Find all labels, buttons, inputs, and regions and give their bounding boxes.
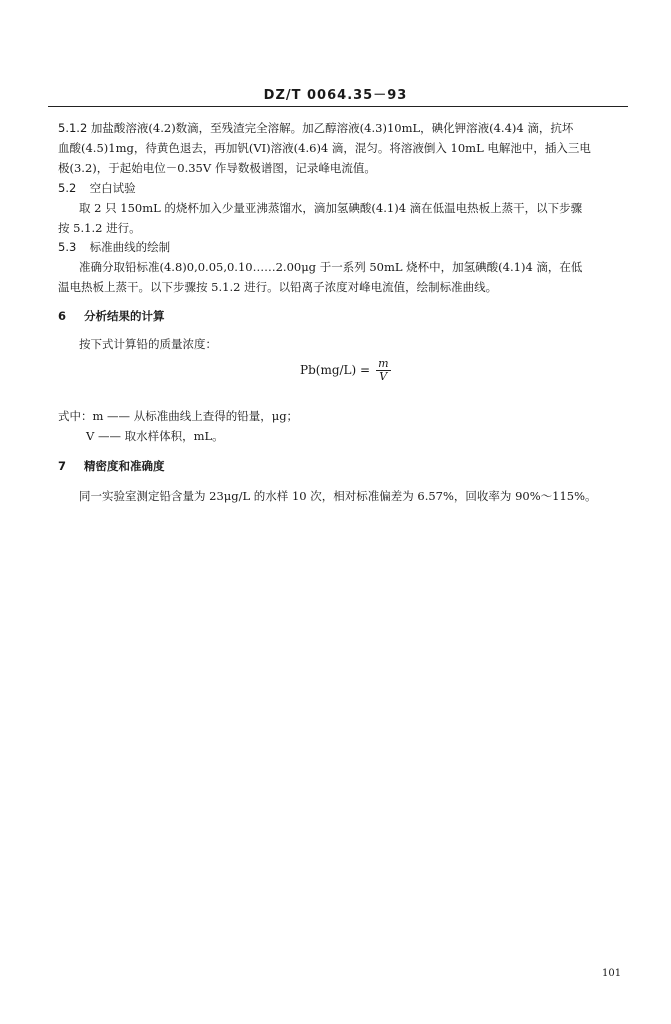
section-5-3-heading (58, 241, 638, 255)
paragraph-text: 加盐酸溶液(4.2)数滴，至残渣完全溶解。加乙醇溶液(4.3)10mL，碘化钾溶液(4.4)4 滴，抗坏 (90, 121, 574, 135)
section-5-1-2-line-3: 极(3.2)，于起始电位－0.35V 作导数极谱图，记录峰电流值。 (58, 161, 376, 175)
section-title: 分析结果的计算 (84, 309, 165, 323)
section-number: 5.2 (58, 181, 77, 195)
where-line-1: 式中：m —— 从标准曲线上查得的铅量，μg； (58, 409, 299, 423)
page-number: 101 (602, 968, 622, 979)
where-line-2: V —— 取水样体积，mL。 (86, 429, 224, 443)
section-5-1-2-line-2: 血酸(4.5)1mg，待黄色退去，再加钒(VI)溶液(4.6)4 滴，混匀。将溶液倒入 10mL 电解池中，插入三电 (58, 141, 591, 155)
section-title: 标准曲线的绘制 (89, 240, 171, 254)
formula-fraction (376, 358, 390, 382)
section-5-2-line-1: 取 2 只 150mL 的烧杯加入少量亚沸蒸馏水，滴加氢碘酸(4.1)4 滴在低温电热板上蒸干，以下步骤 (79, 201, 583, 215)
section-5-2-line-2: 按 5.1.2 进行。 (58, 221, 141, 235)
section-5-3-line-1: 准确分取铅标准(4.8)0,0.05,0.10……2.00μg 于一系列 50mL 烧杯中，加氢碘酸(4.1)4 滴，在低 (79, 260, 583, 274)
standard-code-header: DZ/T 0064.35－93 (263, 88, 408, 103)
section-6-intro: 按下式计算铅的质量浓度： (79, 337, 217, 351)
header-rule (48, 106, 628, 107)
formula-denominator: V (379, 369, 388, 383)
section-number: 6 (58, 309, 67, 323)
section-5-2-heading (58, 182, 638, 196)
formula-numerator: m (378, 357, 389, 370)
formula-lhs: Pb(mg/L) = (300, 363, 371, 378)
section-6-heading (58, 310, 638, 324)
section-number: 7 (58, 459, 67, 473)
section-title: 空白试验 (89, 181, 136, 195)
section-title: 精密度和准确度 (84, 459, 165, 473)
section-5-1-2-line-1 (58, 122, 638, 136)
lead-concentration-formula (300, 358, 391, 382)
section-7-heading (58, 460, 638, 474)
section-7-line-1: 同一实验室测定铅含量为 23μg/L 的水样 10 次，相对标准偏差为 6.57%，回收率为 90%～115%。 (79, 489, 597, 503)
section-number: 5.1.2 (58, 121, 88, 135)
section-number: 5.3 (58, 240, 77, 254)
section-5-3-line-2: 温电热板上蒸干。以下步骤按 5.1.2 进行。以铅离子浓度对峰电流值，绘制标准曲线。 (58, 280, 498, 294)
